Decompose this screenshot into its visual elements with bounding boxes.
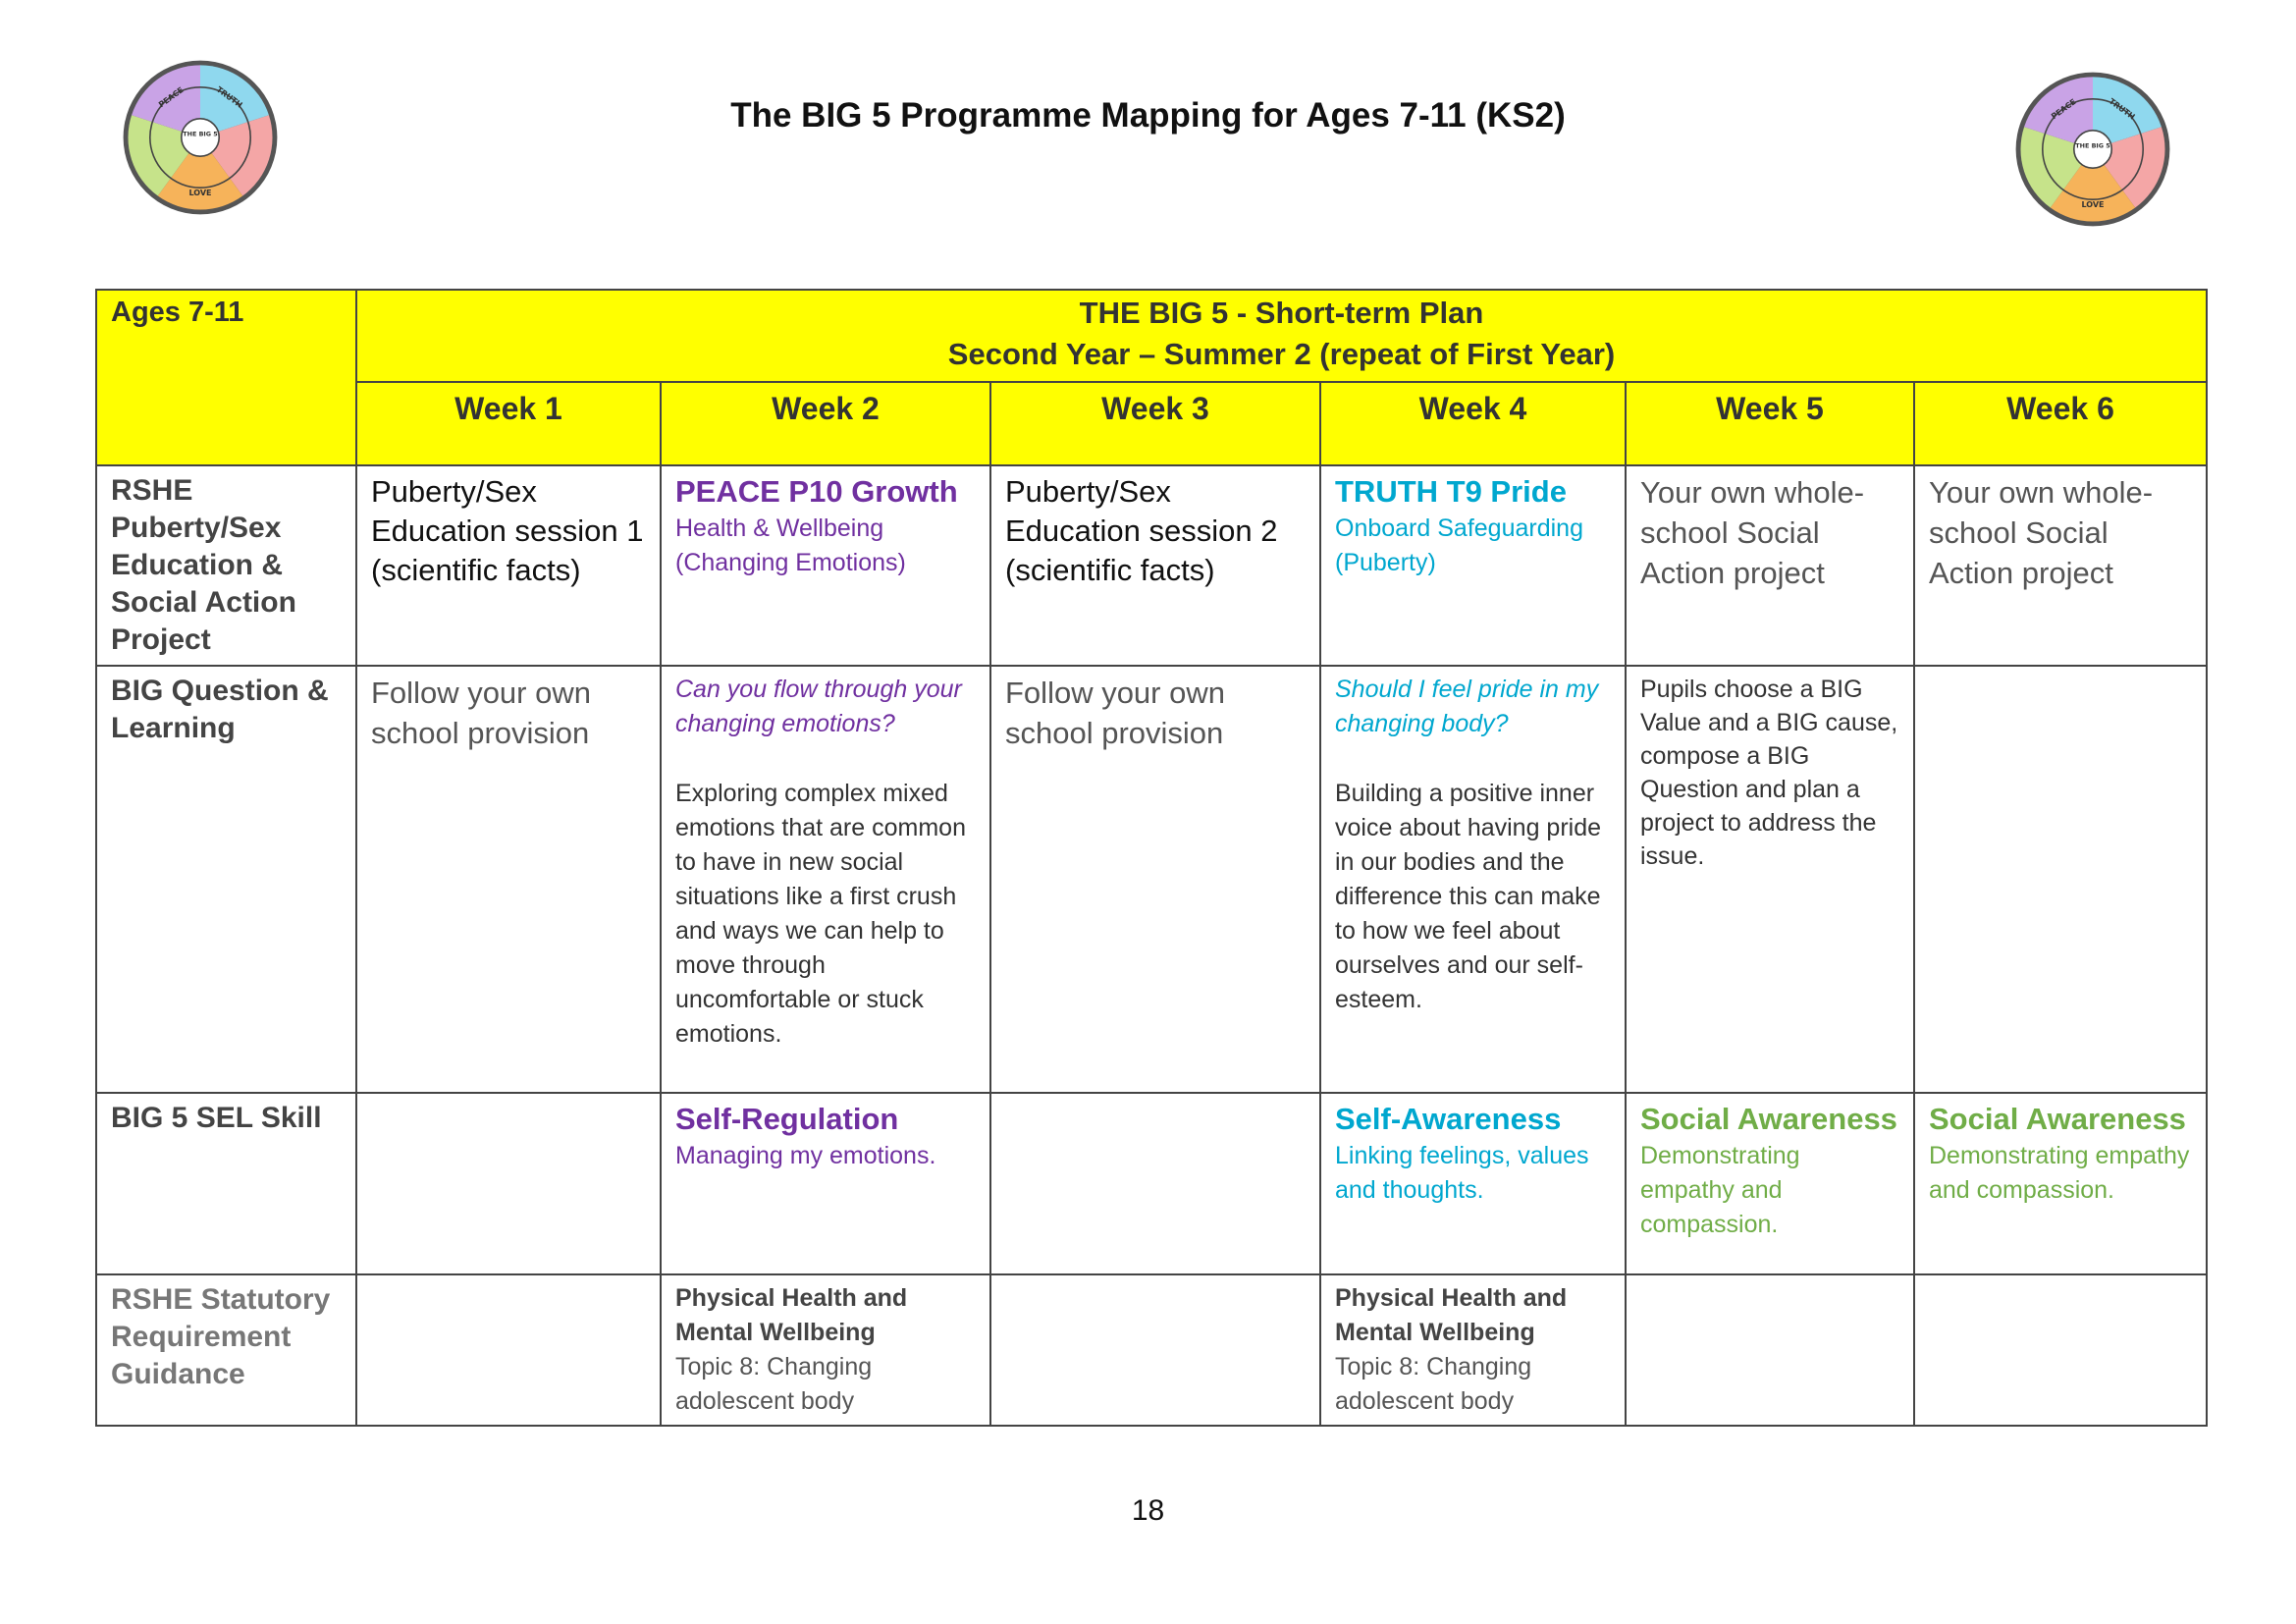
rshe-week-2 [661, 465, 990, 666]
sel-subtitle-week-6: Demonstrating empathy and compassion. [1929, 1142, 2190, 1204]
sel-title-week-6: Social Awareness [1929, 1102, 2186, 1136]
row-label-question: BIG Question & Learning [96, 666, 356, 1093]
learning-week-4: Building a positive inner voice about having pride in our bodies and the difference this can make to how we feel about ourselves and our self-esteem. [1335, 780, 1602, 1013]
age-label: Ages 7-11 [111, 297, 244, 328]
sel-week-5 [1626, 1093, 1914, 1274]
statutory-week-3 [990, 1274, 1320, 1426]
sel-week-4 [1320, 1093, 1626, 1274]
row-label-rshe: RSHE Puberty/Sex Education & Social Action Project [96, 465, 356, 666]
sel-week-2 [661, 1093, 990, 1274]
svg-text:PEACE: PEACE [2049, 97, 2078, 122]
week-4-header: Week 4 [1320, 382, 1626, 465]
statutory-week-5 [1626, 1274, 1914, 1426]
truth-t9-subtitle: Onboard Safeguarding (Puberty) [1335, 514, 1583, 576]
row-label-statutory: RSHE Statutory Requirement Guidance [96, 1274, 356, 1426]
question-week-1: Follow your own school provision [356, 666, 661, 1093]
document-title: The BIG 5 Programme Mapping for Ages 7-11 (KS2) [730, 96, 1566, 135]
statutory-topic-week-4: Topic 8: Changing adolescent body [1335, 1353, 1532, 1415]
week-5-header: Week 5 [1626, 382, 1914, 465]
question-row [96, 666, 2207, 1093]
big-question-week-2: Can you flow through your changing emotions? [675, 676, 962, 737]
sel-subtitle-week-5: Demonstrating empathy and compassion. [1640, 1142, 1800, 1238]
row-label-sel: BIG 5 SEL Skill [96, 1093, 356, 1274]
rshe-week-5: Your own whole-school Social Action project [1626, 465, 1914, 666]
svg-text:THE BIG 5: THE BIG 5 [2075, 141, 2110, 150]
peace-p10-subtitle: Health & Wellbeing (Changing Emotions) [675, 514, 906, 576]
truth-t9-title: TRUTH T9 Pride [1335, 474, 1567, 509]
sel-title-week-5: Social Awareness [1640, 1102, 1897, 1136]
rshe-week-1: Puberty/Sex Education session 1 (scientific facts) [356, 465, 661, 666]
sel-subtitle-week-4: Linking feelings, values and thoughts. [1335, 1142, 1589, 1204]
peace-p10-title: PEACE P10 Growth [675, 474, 958, 509]
week-2-header: Week 2 [661, 382, 990, 465]
table-header-row [96, 290, 2207, 382]
short-term-plan-table [95, 289, 2208, 1427]
page-number: 18 [1131, 1494, 1165, 1527]
big-question-week-4: Should I feel pride in my changing body? [1335, 676, 1599, 737]
rshe-week-3: Puberty/Sex Education session 2 (scientific facts) [990, 465, 1320, 666]
rshe-week-6: Your own whole-school Social Action project [1914, 465, 2207, 666]
learning-week-2: Exploring complex mixed emotions that are common to have in new social situations like a first crush and ways we can help to move through uncomfortable or stuck emotions. [675, 780, 966, 1048]
question-week-3: Follow your own school provision [990, 666, 1320, 1093]
plan-subtitle: Second Year – Summer 2 (repeat of First Year) [947, 337, 1616, 371]
svg-text:LOVE: LOVE [188, 189, 212, 198]
question-week-2 [661, 666, 990, 1093]
statutory-week-1 [356, 1274, 661, 1426]
question-week-6 [1914, 666, 2207, 1093]
sel-row [96, 1093, 2207, 1274]
svg-text:TRUTH: TRUTH [214, 84, 244, 110]
svg-text:PEACE: PEACE [156, 85, 186, 110]
svg-text:LOVE: LOVE [2081, 200, 2105, 210]
statutory-week-6 [1914, 1274, 2207, 1426]
question-week-5: Pupils choose a BIG Value and a BIG cause, compose a BIG Question and plan a project to address the issue. [1626, 666, 1914, 1093]
sel-week-1 [356, 1093, 661, 1274]
plan-title-cell [356, 290, 2207, 382]
sel-title-week-4: Self-Awareness [1335, 1102, 1562, 1136]
sel-subtitle-week-2: Managing my emotions. [675, 1142, 936, 1169]
week-3-header: Week 3 [990, 382, 1320, 465]
statutory-week-4 [1320, 1274, 1626, 1426]
big5-logo-left [122, 59, 279, 216]
week-6-header: Week 6 [1914, 382, 2207, 465]
rshe-row [96, 465, 2207, 666]
sel-week-6 [1914, 1093, 2207, 1274]
sel-week-3 [990, 1093, 1320, 1274]
svg-text:TRUTH: TRUTH [2107, 96, 2137, 122]
statutory-week-2 [661, 1274, 990, 1426]
svg-text:THE BIG 5: THE BIG 5 [183, 130, 218, 138]
statutory-topic-week-2: Topic 8: Changing adolescent body [675, 1353, 873, 1415]
age-label-cell [96, 290, 356, 465]
sel-title-week-2: Self-Regulation [675, 1102, 899, 1136]
week-1-header: Week 1 [356, 382, 661, 465]
statutory-heading-week-4: Physical Health and Mental Wellbeing [1335, 1284, 1568, 1346]
statutory-heading-week-2: Physical Health and Mental Wellbeing [675, 1284, 908, 1346]
big5-logo-right [2014, 71, 2171, 228]
rshe-week-4 [1320, 465, 1626, 666]
statutory-row [96, 1274, 2207, 1426]
plan-title: THE BIG 5 - Short-term Plan [1079, 296, 1484, 330]
question-week-4 [1320, 666, 1626, 1093]
week-header-row [96, 382, 2207, 465]
